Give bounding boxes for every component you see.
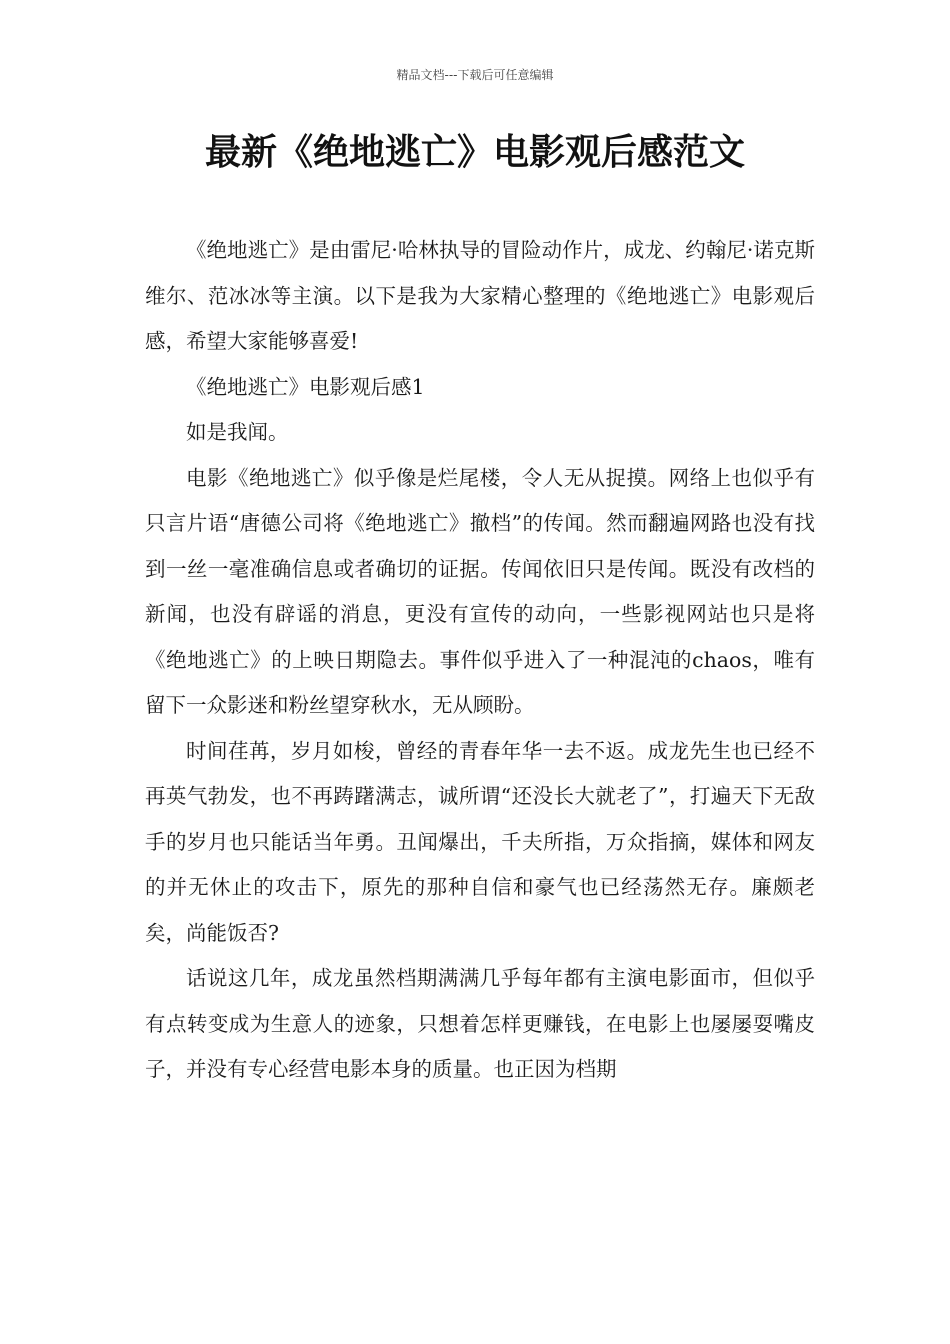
document-body: [145, 228, 815, 1093]
document-title: 最新《绝地逃亡》电影观后感范文: [204, 132, 745, 173]
paragraph: 如是我闻。: [186, 420, 289, 444]
paragraph: 时间荏苒，岁月如梭，曾经的青春年华一去不返。成龙先生也已经不再英气勃发，也不再踌躇满志，诚所谓“还没长大就老了”，打遍天下无敌手的岁月也只能话当年勇。丑闻爆出，千夫所指，万众指摘，媒体和网友的并无休止的攻击下，原先的那种自信和豪气也已经荡然无存。廉颇老矣，尚能饭否?: [145, 738, 815, 945]
paragraph: 电影《绝地逃亡》似乎像是烂尾楼，令人无从捉摸。网络上也似乎有只言片语“唐德公司将《绝地逃亡》撤档”的传闻。然而翻遍网路也没有找到一丝一毫准确信息或者确切的证据。传闻依旧只是传闻。既没有改档的新闻，也没有辟谣的消息，更没有宣传的动向，一些影视网站也只是将《绝地逃亡》的上映日期隐去。事件似乎进入了一种混沌的chaos，唯有留下一众影迷和粉丝望穿秋水，无从顾盼。: [145, 465, 815, 717]
header-note: 精品文档---下载后可任意编辑: [396, 68, 554, 82]
paragraph-intro: 《绝地逃亡》是由雷尼·哈林执导的冒险动作片，成龙、约翰尼·诺克斯维尔、范冰冰等主演。以下是我为大家精心整理的《绝地逃亡》电影观后感，希望大家能够喜爱!: [145, 238, 815, 353]
section-heading: 《绝地逃亡》电影观后感1: [186, 374, 425, 399]
paragraph: 话说这几年，成龙虽然档期满满几乎每年都有主演电影面市，但似乎有点转变成为生意人的迹象，只想着怎样更赚钱，在电影上也屡屡耍嘴皮子，并没有专心经营电影本身的质量。也正因为档期: [145, 966, 815, 1081]
